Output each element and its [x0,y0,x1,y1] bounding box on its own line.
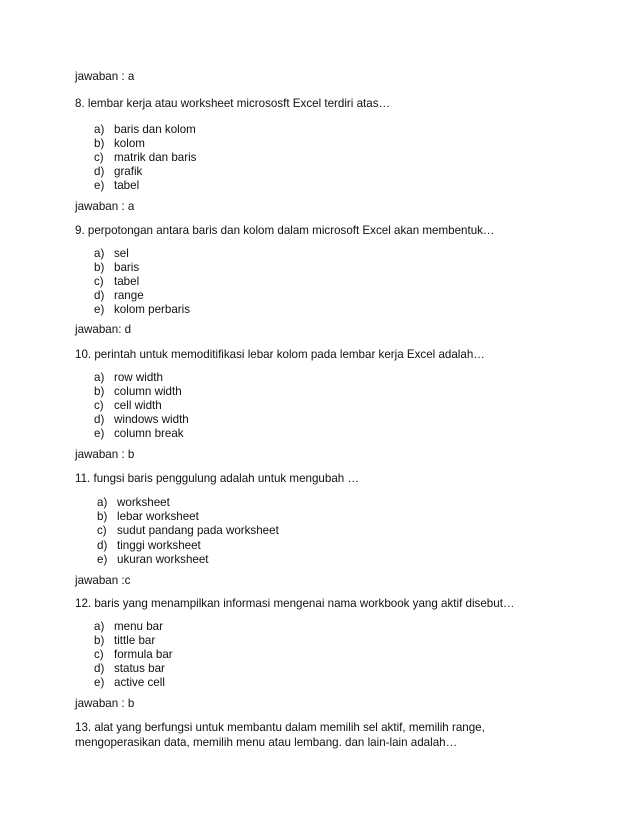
option-text: status bar [114,662,165,675]
question-10-text: 10. perintah untuk memoditifikasi lebar kolom pada lembar kerja Excel adalah… [75,348,485,361]
option-text: formula bar [114,648,173,661]
option-letter: e) [94,179,105,192]
option-text: menu bar [114,620,163,633]
option-text: kolom perbaris [114,303,191,316]
option-text: row width [114,371,163,384]
option-letter: a) [94,620,105,633]
option-letter: e) [94,676,105,689]
option-text: column width [114,385,182,398]
option-letter: b) [94,634,105,647]
option-letter: d) [94,289,105,302]
answer-line: jawaban : b [75,448,135,461]
option-text: range [114,289,144,302]
option-letter: b) [94,137,105,150]
option-text: grafik [114,165,143,178]
option-letter: a) [94,123,105,136]
option-text: tinggi worksheet [117,539,201,552]
answer-line: jawaban : a [75,70,135,83]
option-text: baris [114,261,140,274]
option-text: cell width [114,399,162,412]
option-text: matrik dan baris [114,151,197,164]
question-9-text: 9. perpotongan antara baris dan kolom dalam microsoft Excel akan membentuk… [75,224,495,237]
option-text: worksheet [117,496,170,509]
option-text: column break [114,427,184,440]
option-letter: e) [94,427,105,440]
option-letter: c) [94,399,104,412]
option-text: tabel [114,179,140,192]
question-8-text: 8. lembar kerja atau worksheet micrososft Excel terdiri atas… [75,97,391,110]
option-text: sudut pandang pada worksheet [117,524,279,537]
option-text: tabel [114,275,140,288]
option-letter: b) [94,261,105,274]
option-letter: d) [94,662,105,675]
answer-line: jawaban :c [75,574,131,587]
option-letter: d) [94,413,105,426]
option-text: lebar worksheet [117,510,199,523]
option-text: tittle bar [114,634,156,647]
option-text: kolom [114,137,145,150]
option-text: active cell [114,676,165,689]
question-12-text: 12. baris yang menampilkan informasi mengenai nama workbook yang aktif disebut… [75,597,515,610]
option-letter: a) [94,247,105,260]
option-text: baris dan kolom [114,123,196,136]
option-letter: b) [97,510,108,523]
answer-line: jawaban : a [75,200,135,213]
option-letter: d) [94,165,105,178]
option-letter: e) [94,303,105,316]
option-letter: c) [97,524,107,537]
option-letter: c) [94,648,104,661]
option-letter: c) [94,151,104,164]
answer-line: jawaban: d [75,323,132,336]
option-letter: a) [94,371,105,384]
option-letter: e) [97,553,108,566]
question-13-text-continued: mengoperasikan data, memilih menu atau lembang. dan lain-lain adalah… [75,736,458,749]
option-text: windows width [114,413,189,426]
question-13-text: 13. alat yang berfungsi untuk membantu dalam memilih sel aktif, memilih range, [75,721,485,734]
question-11-text: 11. fungsi baris penggulung adalah untuk mengubah … [75,472,360,485]
option-letter: c) [94,275,104,288]
option-letter: b) [94,385,105,398]
option-letter: d) [97,539,108,552]
option-text: ukuran worksheet [117,553,209,566]
option-text: sel [114,247,129,260]
answer-line: jawaban : b [75,697,135,710]
option-letter: a) [97,496,108,509]
